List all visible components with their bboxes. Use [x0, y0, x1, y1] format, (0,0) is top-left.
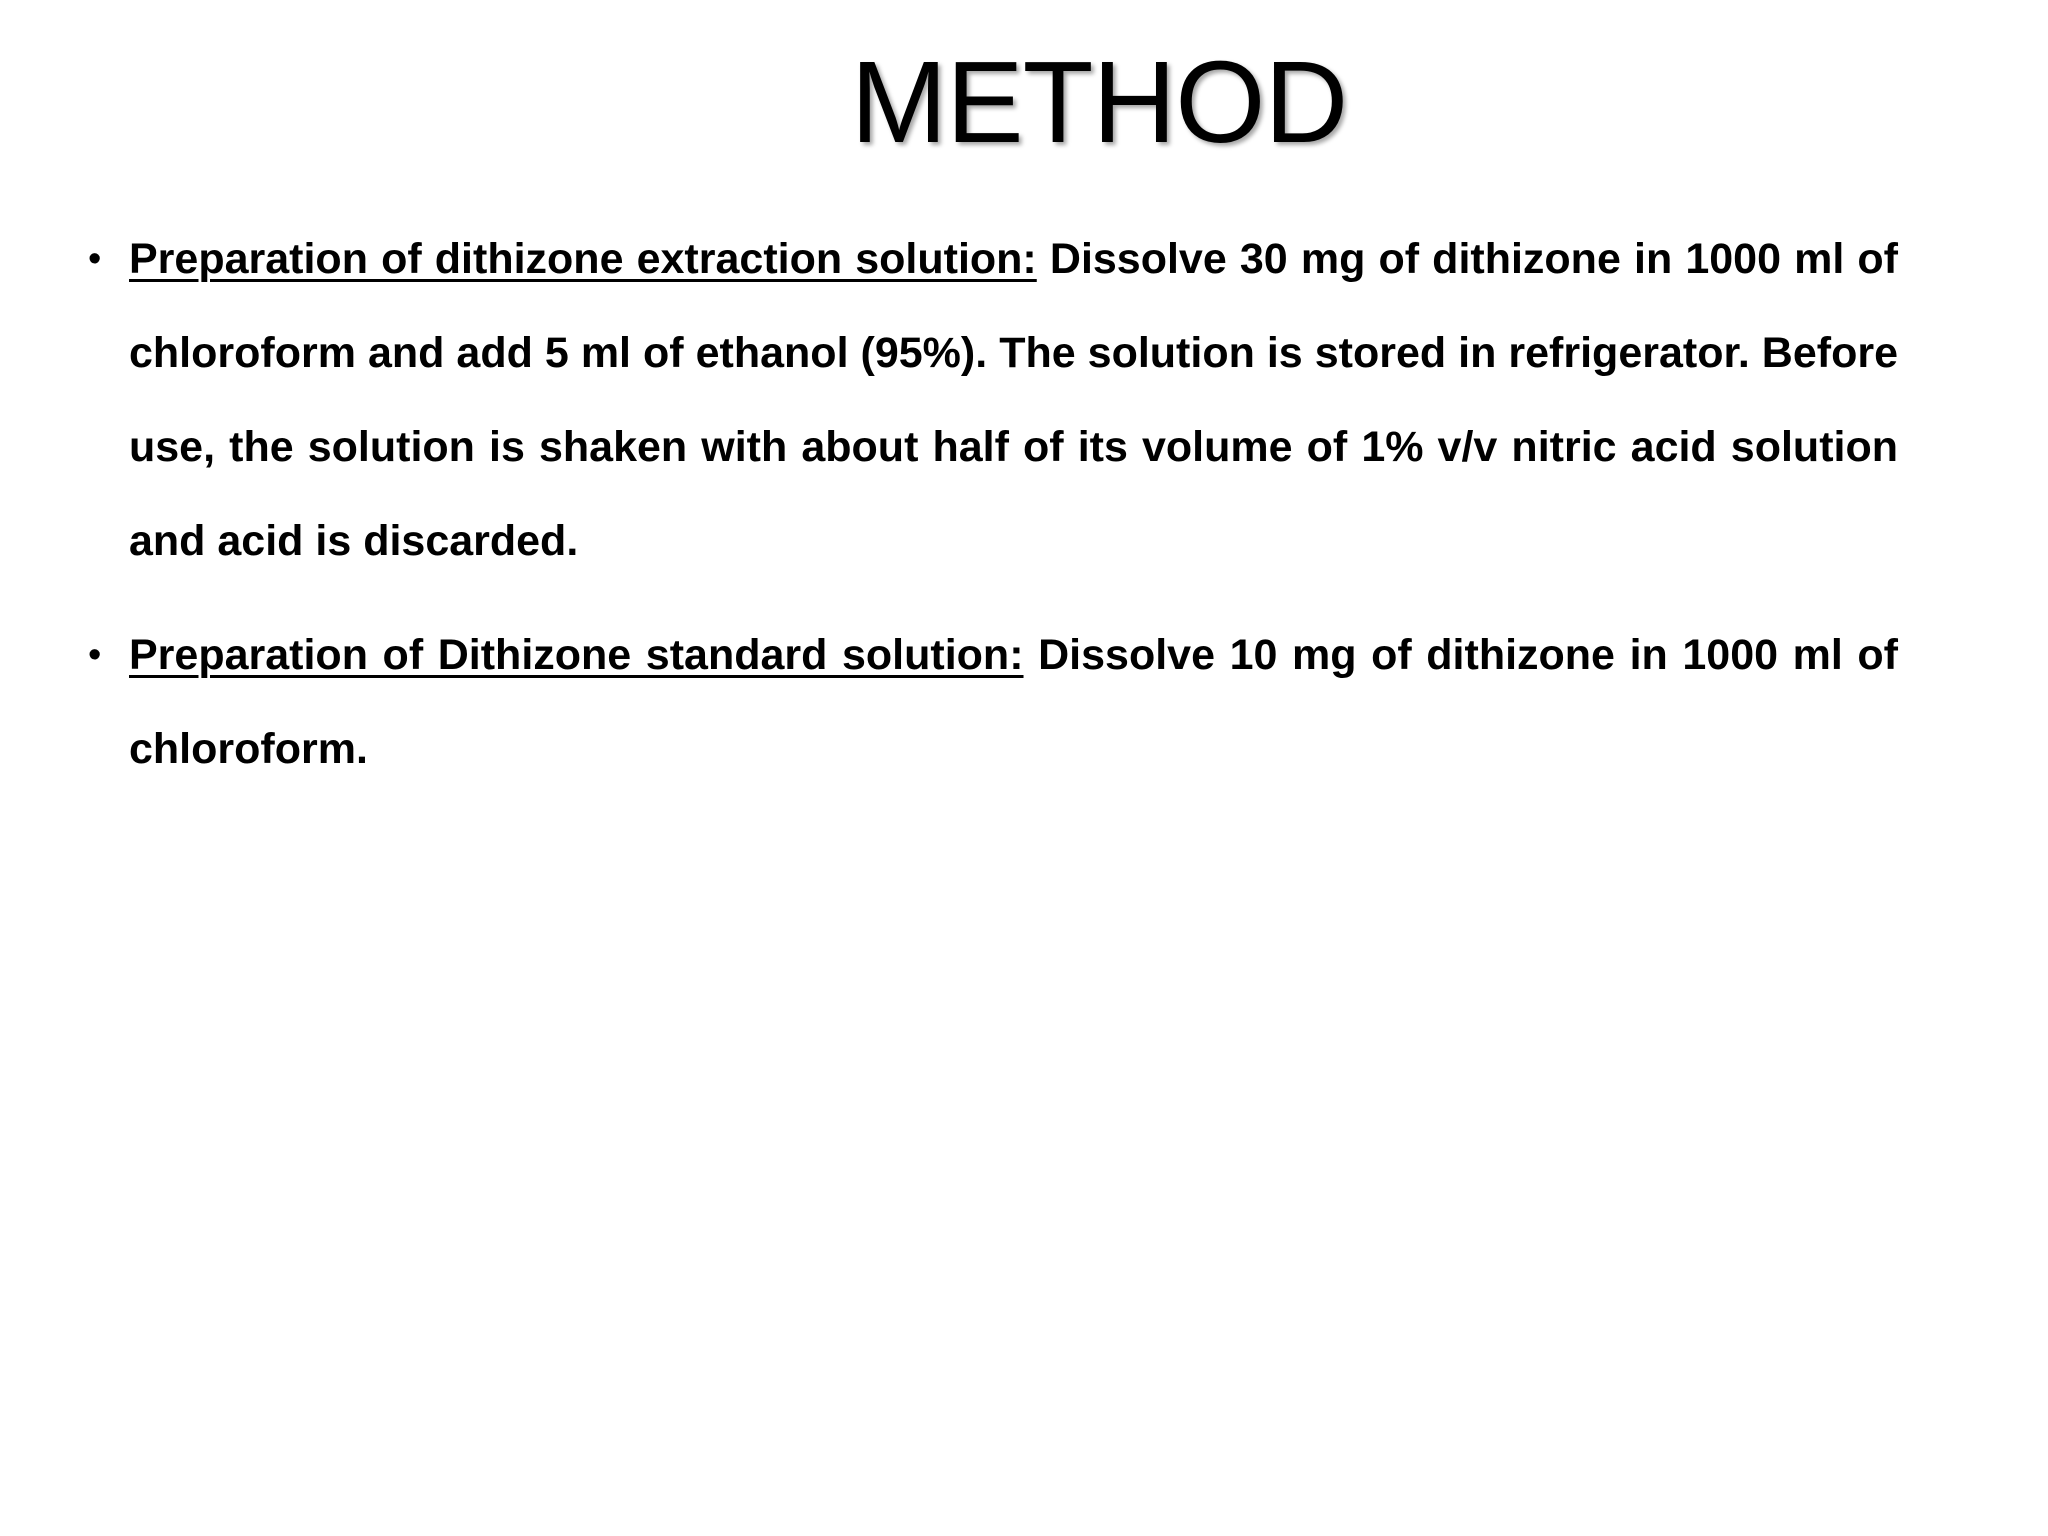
bullet-dot-icon: • [88, 238, 102, 280]
bullet-text: Dissolve 10 mg of dithizone in 1000 ml of chloroform. [129, 631, 1898, 773]
bullet-item-standard-solution [88, 608, 1898, 796]
bullet-text: Dissolve 30 mg of dithizone in 1000 ml of chloroform and add 5 ml of ethanol (95%). The solution is stored in refrigerator. Before use, the solution is shaken with about half of its volume of 1% v/v nitric acid solution and acid is discarded. [129, 235, 1899, 565]
bullet-list [88, 212, 1898, 816]
bullet-item-extraction-solution [88, 212, 1898, 588]
slide-title: METHOD [850, 37, 1348, 167]
bullet-heading: Preparation of dithizone extraction solution: [129, 235, 1037, 283]
bullet-dot-icon: • [88, 634, 102, 676]
bullet-heading: Preparation of Dithizone standard solution: [129, 631, 1024, 679]
